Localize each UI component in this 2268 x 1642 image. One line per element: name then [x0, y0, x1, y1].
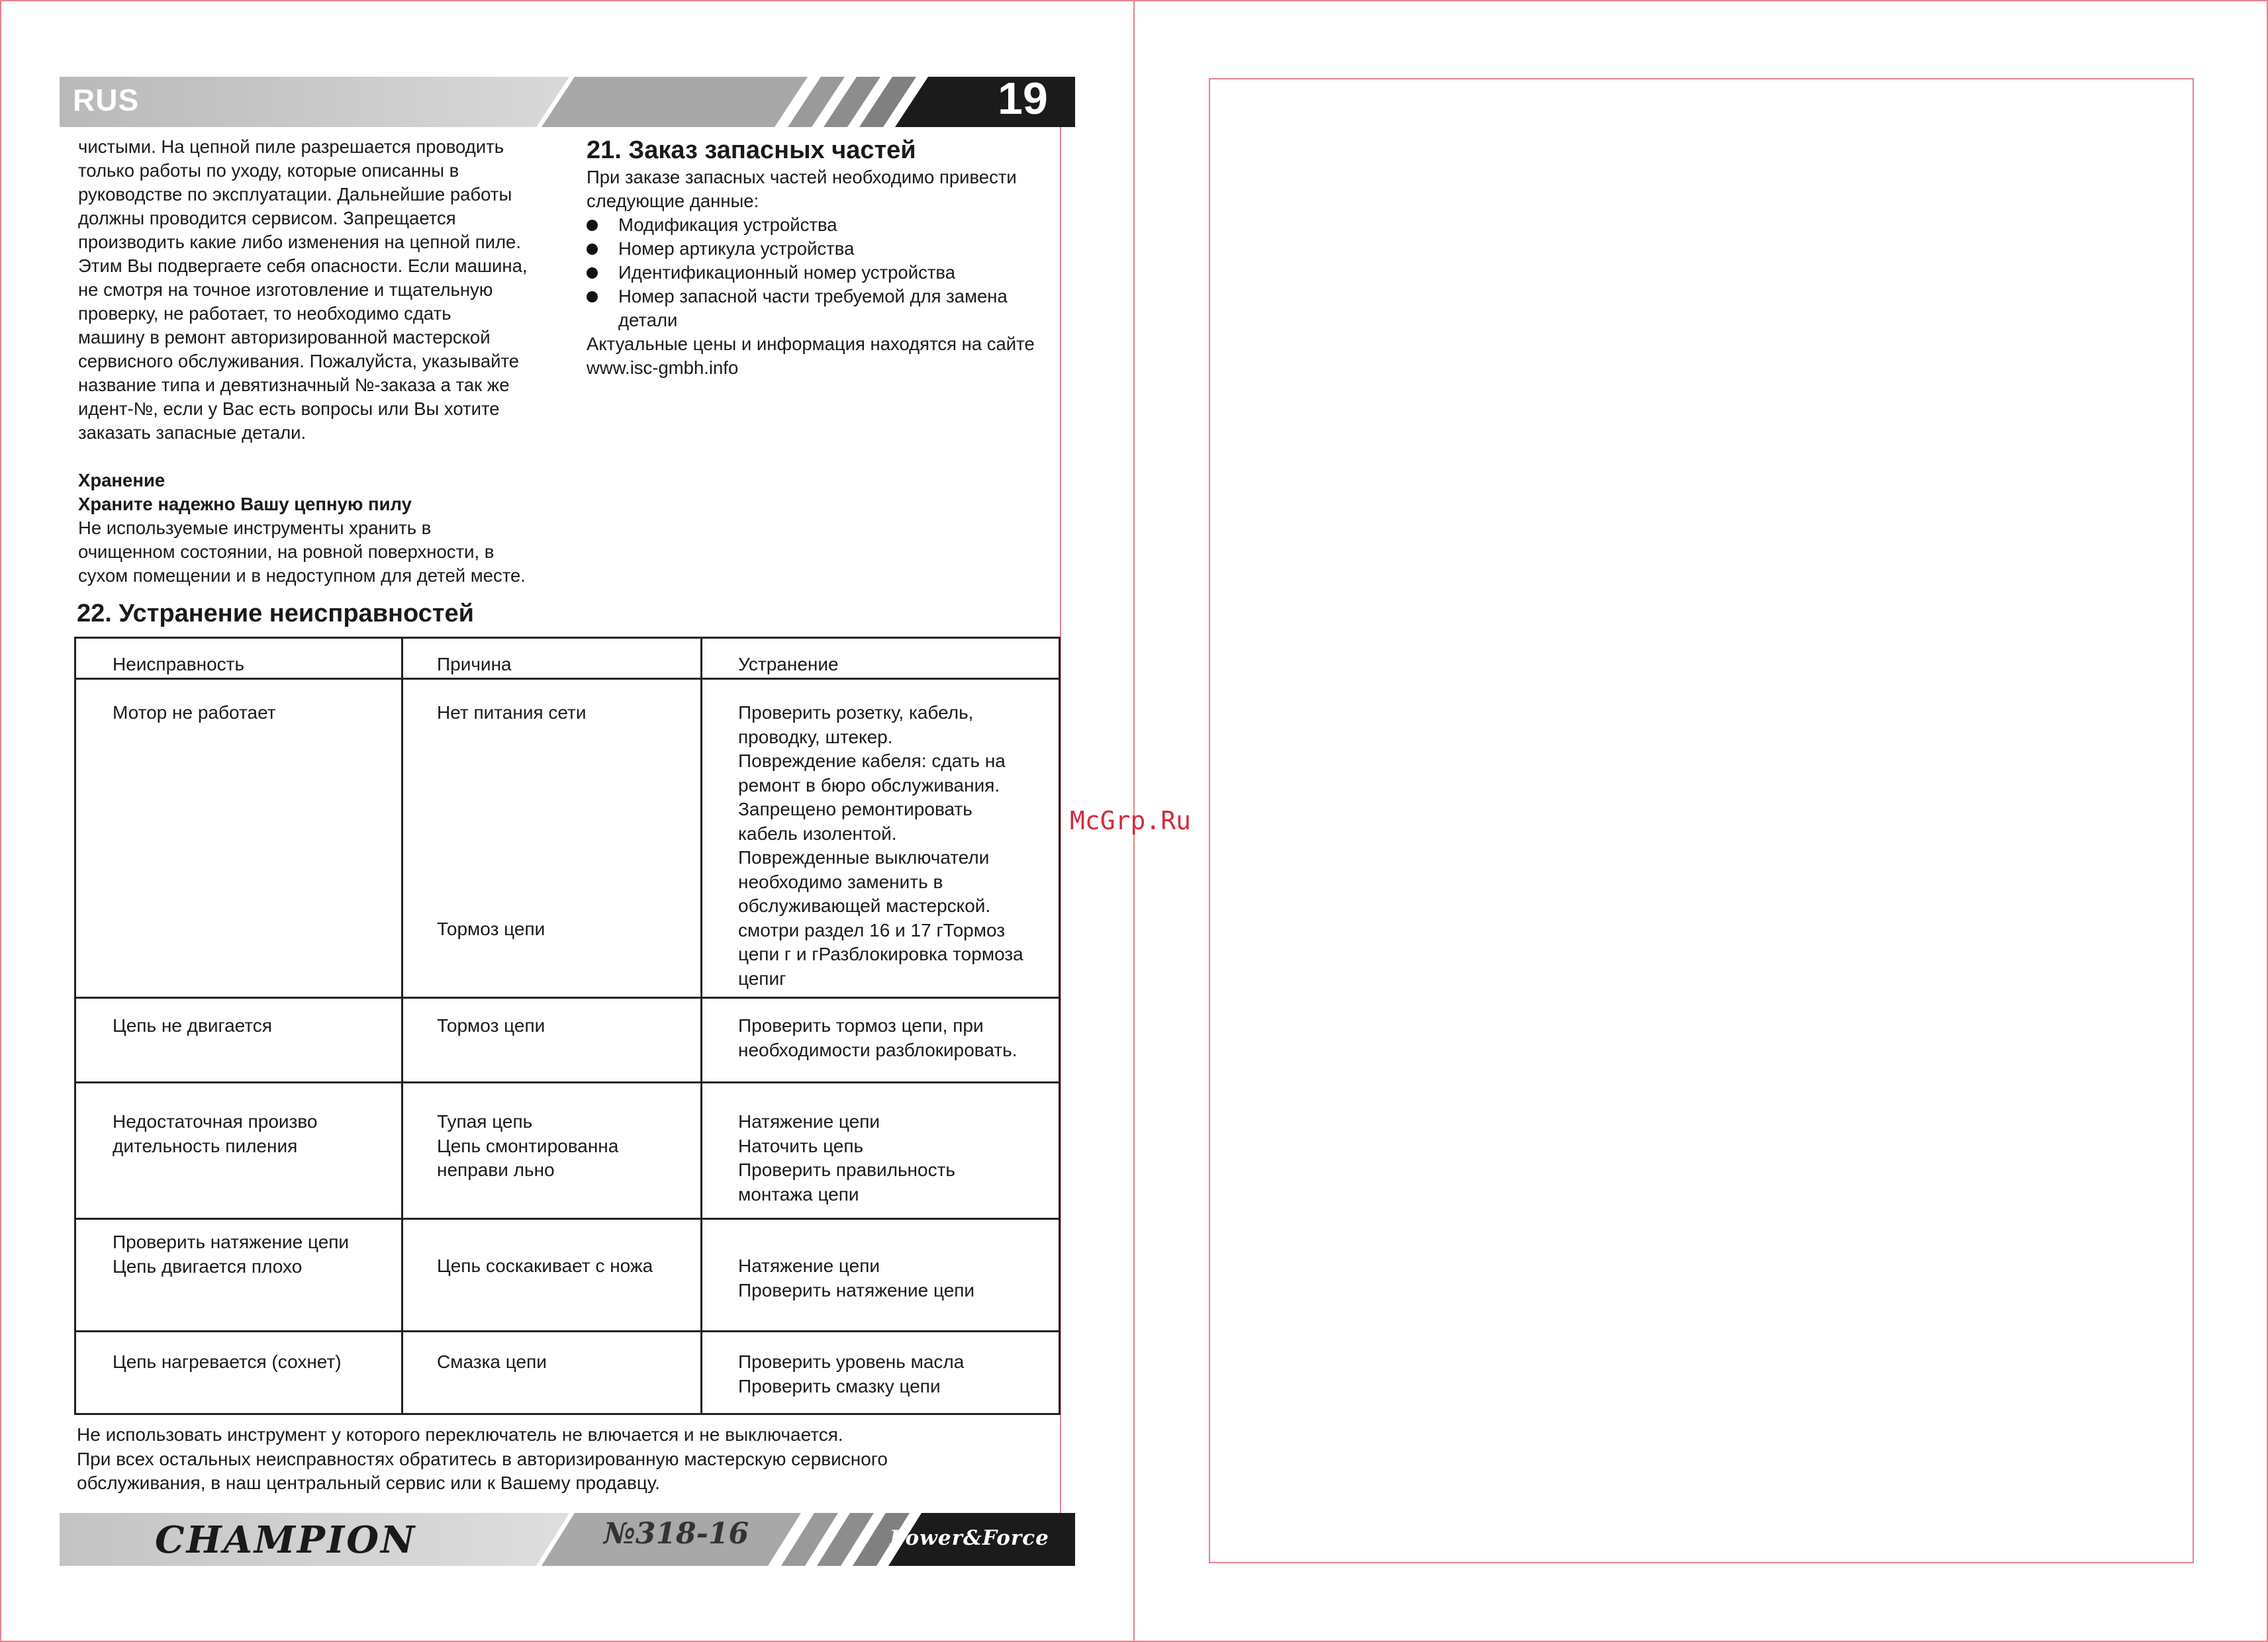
header-band	[60, 77, 1075, 127]
row-1-remedy: Проверить розетку, кабель, проводку, штекер. Повреждение кабеля: сдать на ремонт в бюро обслуживания. Запрещено ремонтировать кабель изолентой. Поврежденные выключатели необходимо заменить в обслуживающей мастерской. смотри раздел 16 и 17 гТормоз цепи г и гРазблокировка тормоза цепиг	[738, 702, 1023, 989]
troubleshooting-table	[74, 637, 1061, 1415]
left-column	[78, 135, 555, 588]
row-3-remedy: Натяжение цепи Наточить цепь Проверить правильность монтажа цепи	[738, 1111, 956, 1205]
text-line: При всех остальных неисправностях обратитесь в авторизированную мастерскую сервисного	[77, 1448, 888, 1469]
row-5-fault: Цепь нагревается (сохнет)	[113, 1351, 342, 1372]
text-line: очищенном состоянии, на ровной поверхности, в	[78, 541, 495, 562]
row-1-cause: Тормоз цепи	[437, 919, 545, 939]
text-line: следующие данные:	[587, 191, 759, 211]
list-item: Номер запасной части требуемой для замена детали	[587, 285, 1055, 332]
text-line: проверку, не работает, то необходимо сдать	[78, 303, 451, 324]
model-number: №318-16	[604, 1517, 749, 1551]
text-line: не смотря на точное изготовление и тщательную	[78, 279, 493, 300]
row-3-cause: Тупая цепь Цепь смонтированна неправи льно	[437, 1111, 619, 1180]
text-line: Этим Вы подвергаете себя опасности. Если машина,	[78, 255, 528, 276]
right-column	[587, 135, 1076, 380]
section-22-title: 22. Устранение неисправностей	[77, 600, 474, 627]
text-line: При заказе запасных частей необходимо привести	[587, 167, 1017, 187]
row-1-fault: Мотор не работает	[113, 702, 276, 723]
text-line: название типа и девятизначный №-заказа а так же	[78, 375, 510, 395]
spacer	[78, 445, 555, 469]
page-number: 19	[998, 73, 1048, 124]
text-line: идент-№, если у Вас есть вопросы или Вы хотите	[78, 398, 500, 419]
text-line: заказать запасные детали.	[78, 422, 307, 443]
text-line: руководстве по эксплуатации. Дальнейшие работы	[78, 184, 512, 205]
table-header-remedy: Устранение	[738, 654, 839, 674]
table-rule	[74, 997, 1061, 999]
text-line: Не используемые инструменты хранить в	[78, 518, 432, 538]
table-rule	[74, 1330, 1061, 1332]
brand-tagline: Power&Force	[890, 1526, 1049, 1550]
row-4-cause: Цепь соскакивает с ножа	[437, 1255, 653, 1276]
text-line: должны проводится сервисом. Запрещается	[78, 208, 456, 228]
text-line: сервисного обслуживания. Пожалуйста, указывайте	[78, 351, 520, 371]
list-item: Модификация устройства	[587, 213, 1076, 237]
right-page-blank-frame	[1209, 78, 2194, 1563]
table-rule	[1059, 637, 1061, 1415]
text-line: обслуживания, в наш центральный сервис или к Вашему продавцу.	[77, 1473, 660, 1493]
table-rule	[74, 1413, 1061, 1415]
text-line: сухом помещении и в недоступном для детей месте.	[78, 565, 526, 586]
troubleshooting-notes	[77, 1423, 1083, 1496]
table-rule	[74, 1081, 1061, 1083]
text-line: только работы по уходу, которые описанны в	[78, 160, 459, 181]
list-item: Номер артикула устройства	[587, 237, 1076, 261]
table-rule	[74, 637, 1061, 639]
table-rule	[700, 637, 702, 1415]
table-rule	[74, 1218, 1061, 1220]
table-header-fault: Неисправность	[113, 654, 245, 674]
text-line: машину в ремонт авторизированной мастерской	[78, 327, 491, 347]
list-item: Идентификационный номер устройства	[587, 261, 1076, 285]
brand-logo: CHAMPION	[155, 1518, 417, 1562]
storage-heading: Хранение	[78, 470, 165, 490]
row-4-fault: Проверить натяжение цепи Цепь двигается плохо	[113, 1232, 350, 1277]
row-2-remedy: Проверить тормоз цепи, при необходимости разблокировать.	[738, 1015, 1017, 1060]
website-link[interactable]: www.isc-gmbh.info	[587, 357, 739, 378]
table-header-cause: Причина	[437, 654, 512, 674]
table-rule	[401, 637, 403, 1415]
table-rule	[74, 637, 76, 1415]
text-line: Актуальные цены и информация находятся на сайте	[587, 334, 1035, 354]
row-5-cause: Смазка цепи	[437, 1351, 547, 1372]
watermark: McGrp.Ru	[1070, 806, 1192, 835]
row-4-remedy: Натяжение цепи Проверить натяжение цепи	[738, 1255, 975, 1300]
row-2-fault: Цепь не двигается	[113, 1015, 272, 1036]
row-3-fault: Недостаточная произво дительность пиления	[113, 1111, 318, 1156]
text-line: производить какие либо изменения на цепной пиле.	[78, 232, 521, 252]
section-21-title: 21. Заказ запасных частей	[587, 136, 916, 164]
order-data-list	[587, 213, 1076, 332]
text-line: чистыми. На цепной пиле разрешается проводить	[78, 136, 504, 157]
storage-subheading: Храните надежно Вашу цепную пилу	[78, 494, 412, 514]
row-5-remedy: Проверить уровень масла Проверить смазку цепи	[738, 1351, 965, 1396]
table-rule	[74, 678, 1061, 680]
row-2-cause: Тормоз цепи	[437, 1015, 545, 1036]
text-line: Не использовать инструмент у которого переключатель не влючается и не выключается.	[77, 1424, 843, 1445]
header-language: RUS	[73, 83, 140, 117]
row-1-cause: Нет питания сети	[437, 702, 587, 723]
